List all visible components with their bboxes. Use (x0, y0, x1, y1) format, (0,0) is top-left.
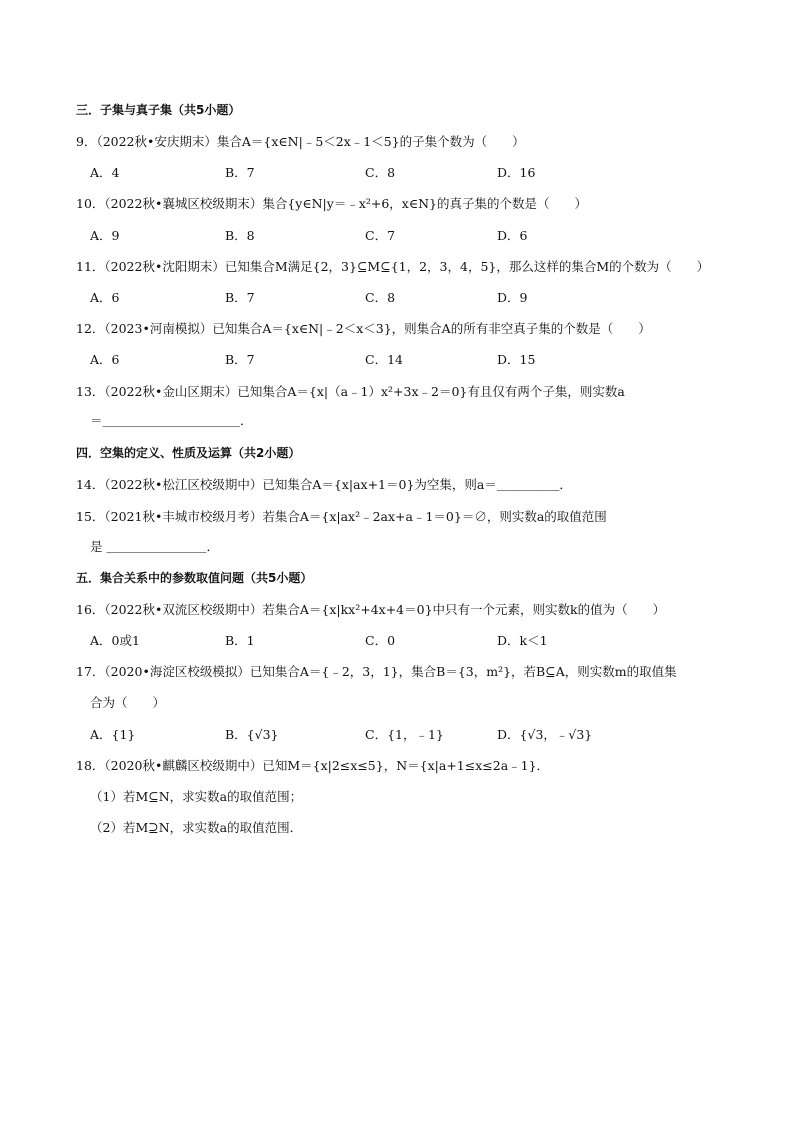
option-d: D．15 (497, 352, 536, 367)
section-heading-subsets: 三．子集与真子集（共5小题） (76, 103, 241, 117)
question-16: 16．（2022秋•双流区校级期中）若集合A＝{x|kx²+4x+4＝0}中只有一个元素，则实数k的值为（ ） (76, 602, 666, 617)
option-b: B．1 (225, 633, 255, 648)
option-a: A．9 (90, 228, 120, 243)
option-d: D．16 (497, 165, 536, 180)
question-13: 13．（2022秋•金山区期末）已知集合A＝{x|（a﹣1）x²+3x﹣2＝0}有且仅有两个子集，则实数a (76, 384, 625, 399)
question-10: 10．（2022秋•襄城区校级期末）集合{y∈N|y＝﹣x²+6，x∈N}的真子集的个数是（ ） (76, 196, 587, 211)
option-c: C．{1，﹣1} (365, 727, 444, 742)
option-d: D．k＜1 (497, 633, 548, 648)
option-c: C．7 (365, 228, 396, 243)
option-a: A．4 (90, 165, 120, 180)
section-heading-empty-set: 四．空集的定义、性质及运算（共2小题） (76, 446, 301, 460)
option-c: C．0 (365, 633, 396, 648)
question-15: 15．（2021秋•丰城市校级月考）若集合A＝{x|ax²﹣2ax+a﹣1＝0}＝∅，则实数a的取值范围 (76, 509, 607, 524)
option-b: B．7 (225, 165, 255, 180)
question-11-options (90, 289, 730, 307)
question-15-blank: 是 ＿＿＿＿＿＿＿＿． (90, 539, 219, 554)
option-a: A．6 (90, 352, 120, 367)
option-b: B．7 (225, 352, 255, 367)
option-c: C．8 (365, 165, 396, 180)
question-13-blank: ＝＿＿＿＿＿＿＿＿＿＿＿． (90, 413, 253, 428)
question-18: 18．（2020秋•麒麟区校级期中）已知M＝{x|2≤x≤5}，N＝{x|a+1≤x≤2a﹣1}． (76, 758, 550, 773)
question-17-options (90, 726, 730, 744)
section-heading-parameters: 五．集合关系中的参数取值问题（共5小题） (76, 571, 313, 585)
option-a: A．{1} (90, 727, 136, 742)
option-d: D．6 (497, 228, 528, 243)
question-12: 12．（2023•河南模拟）已知集合A＝{x∈N|﹣2＜x＜3}，则集合A的所有非空真子集的个数是（ ） (76, 321, 651, 336)
question-9-options (90, 164, 730, 182)
option-b: B．8 (225, 228, 255, 243)
option-c: C．14 (365, 352, 403, 367)
option-a: A．0或1 (90, 633, 140, 648)
question-17-continued: 合为（ ） (90, 695, 166, 710)
question-10-options (90, 227, 730, 245)
question-12-options (90, 351, 730, 369)
option-b: B．7 (225, 290, 255, 305)
option-d: D．{√3，﹣√3} (497, 727, 593, 742)
question-16-options (90, 632, 730, 650)
question-17: 17．（2020•海淀区校级模拟）已知集合A＝{﹣2，3，1}，集合B＝{3，m²}，若B⊆A，则实数m的取值集 (76, 664, 677, 679)
option-d: D．9 (497, 290, 528, 305)
question-18-part-2: （2）若M⊇N，求实数a的取值范围． (90, 820, 303, 835)
question-9: 9．（2022秋•安庆期末）集合A＝{x∈N|﹣5＜2x﹣1＜5}的子集个数为（ ） (76, 134, 525, 149)
question-14: 14．（2022秋•松江区校级期中）已知集合A＝{x|ax+1＝0}为空集，则a＝＿＿＿＿＿． (76, 477, 572, 492)
option-b: B．{√3} (225, 727, 279, 742)
option-a: A．6 (90, 290, 120, 305)
question-11: 11．（2022秋•沈阳期末）已知集合M满足{2，3}⊆M⊆{1，2，3，4，5}，那么这样的集合M的个数为（ ） (76, 259, 710, 274)
question-18-part-1: （1）若M⊆N，求实数a的取值范围； (90, 789, 303, 804)
option-c: C．8 (365, 290, 396, 305)
